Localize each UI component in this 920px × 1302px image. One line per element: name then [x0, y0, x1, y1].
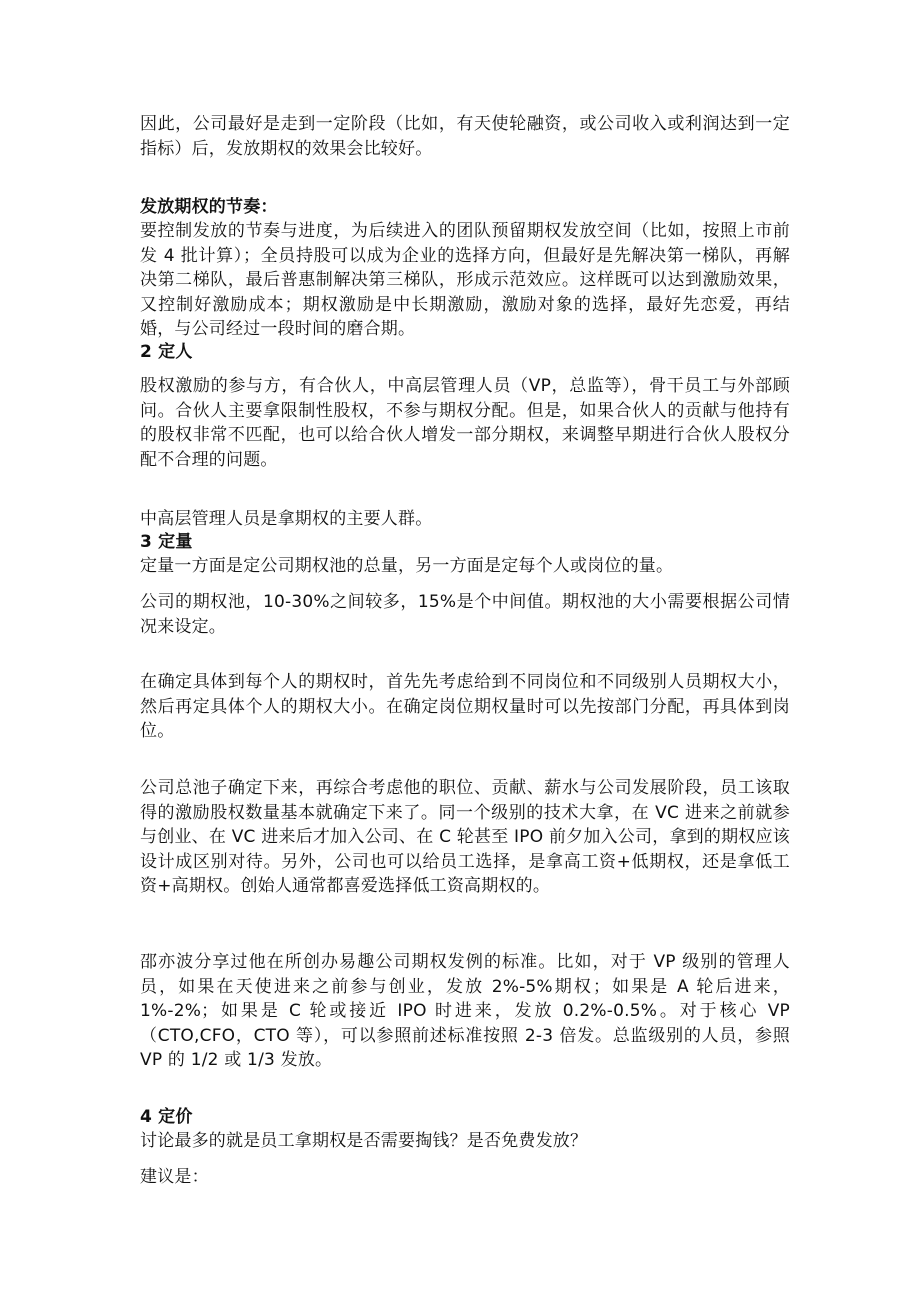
- paragraph-define-people: 股权激励的参与方，有合伙人，中高层管理人员（VP，总监等），骨干员工与外部顾问。合伙人主要拿限制性股权，不参与期权分配。但是，如果合伙人的贡献与他持有的股权非常不匹配，也可以给合伙人增发一部分期权，来调整早期进行合伙人股权分配不合理的问题。: [140, 376, 790, 470]
- heading-define-quantity: 3 定量: [140, 532, 193, 552]
- paragraph-management-main-group: 中高层管理人员是拿期权的主要人群。: [140, 509, 433, 529]
- heading-define-people: 2 定人: [140, 342, 193, 362]
- heading-define-price: 4 定价: [140, 1107, 193, 1127]
- heading-issue-rhythm: 发放期权的节奏：: [140, 197, 278, 217]
- paragraph-quantity-scope: 定量一方面是定公司期权池的总量，另一方面是定每个人或岗位的量。: [140, 556, 674, 576]
- paragraph-option-pool: 公司的期权池，10-30%之间较多，15%是个中间值。期权池的大小需要根据公司情况来设定。: [140, 592, 790, 637]
- paragraph-intro: 因此，公司最好是走到一定阶段（比如，有天使轮融资，或公司收入或利润达到一定指标）后，发放期权的效果会比较好。: [140, 114, 790, 159]
- paragraph-example-standard: 邵亦波分享过他在所创办易趣公司期权发例的标准。比如，对于 VP 级别的管理人员，如果在天使进来之前参与创业，发放 2%-5%期权；如果是 A 轮后进来，1%-2%；如果是 C 轮或接近 IPO 时进来，发放 0.2%-0.5%。对于核心 VP（CTO,CFO，CTO 等），可以参照前述标准按照 2-3 倍发。总监级别的人员，参照 VP 的 1/2 或 1/3 发放。: [140, 952, 790, 1070]
- paragraph-position-allocation: 在确定具体到每个人的期权时，首先先考虑给到不同岗位和不同级别人员期权大小，然后再定具体个人的期权大小。在确定岗位期权量时可以先按部门分配，再具体到岗位。: [140, 672, 790, 741]
- paragraph-pricing-question: 讨论最多的就是员工拿期权是否需要掏钱？是否免费发放？: [140, 1131, 588, 1151]
- paragraph-total-pool: 公司总池子确定下来，再综合考虑他的职位、贡献、薪水与公司发展阶段，员工该取得的激励股权数量基本就确定下来了。同一个级别的技术大拿，在 VC 进来之前就参与创业、在 VC 进来后才加入公司、在 C 轮甚至 IPO 前夕加入公司，拿到的期权应该设计成区别对待。另外，公司也可以给员工选择，是拿高工资+低期权，还是拿低工资+高期权。创始人通常都喜爱选择低工资高期权的。: [140, 778, 790, 896]
- paragraph-suggestion: 建议是：: [140, 1167, 209, 1187]
- paragraph-issue-rhythm: 要控制发放的节奏与进度，为后续进入的团队预留期权发放空间（比如，按照上市前发 4 批计算）；全员持股可以成为企业的选择方向，但最好是先解决第一梯队，再解决第二梯队，最后普惠制解决第三梯队，形成示范效应。这样既可以达到激励效果，又控制好激励成本；期权激励是中长期激励，激励对象的选择，最好先恋爱，再结婚，与公司经过一段时间的磨合期。: [140, 221, 790, 339]
